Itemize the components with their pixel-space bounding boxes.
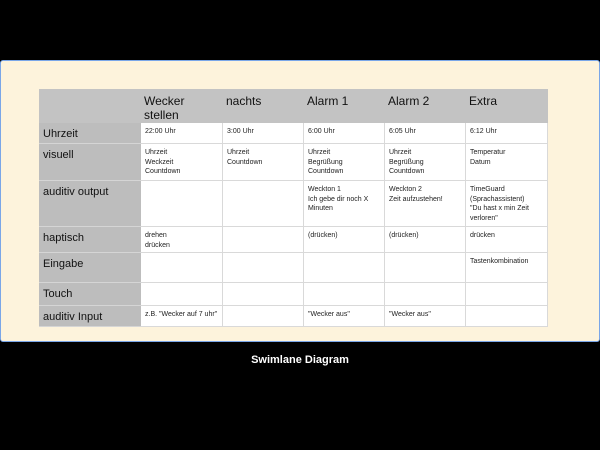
lane-cell: "Wecker aus" [385, 306, 466, 327]
lane-label: Touch [40, 283, 141, 306]
lane-cell: Uhrzeit Begrüßung Countdown [385, 144, 466, 181]
lane-cell: Weckton 2 Zeit aufzustehen! [385, 181, 466, 227]
lane-label: Eingabe [40, 253, 141, 283]
lane-cell: "Wecker aus" [304, 306, 385, 327]
lane-cell [466, 283, 548, 306]
lane-row-visuell [40, 144, 548, 181]
lane-cell: Uhrzeit Begrüßung Countdown [304, 144, 385, 181]
swimlane-table [39, 89, 548, 327]
lane-cell [141, 181, 223, 227]
lane-cell [223, 181, 304, 227]
lane-cell: Weckton 1 Ich gebe dir noch X Minuten [304, 181, 385, 227]
lane-cell [223, 227, 304, 253]
lane-cell: 6:00 Uhr [304, 123, 385, 144]
lane-cell [223, 253, 304, 283]
lane-cell: (drücken) [385, 227, 466, 253]
diagram-frame [0, 60, 600, 342]
lane-cell: drücken [466, 227, 548, 253]
lane-cell: 3:00 Uhr [223, 123, 304, 144]
lane-row-eingabe [40, 253, 548, 283]
lane-row-haptisch [40, 227, 548, 253]
lane-cell: z.B. "Wecker auf 7 uhr" [141, 306, 223, 327]
lane-label: auditiv Input [40, 306, 141, 327]
lane-cell: 6:05 Uhr [385, 123, 466, 144]
lane-cell [223, 283, 304, 306]
lane-cell: Temperatur Datum [466, 144, 548, 181]
lane-cell: Uhrzeit Countdown [223, 144, 304, 181]
lane-label: haptisch [40, 227, 141, 253]
lane-cell [223, 306, 304, 327]
lane-row-touch [40, 283, 548, 306]
lane-cell [141, 283, 223, 306]
lane-label: visuell [40, 144, 141, 181]
lane-cell [141, 253, 223, 283]
column-header-wecker-stellen: Wecker stellen [141, 90, 223, 123]
lane-row-auditiv-input [40, 306, 548, 327]
lane-cell: drehen drücken [141, 227, 223, 253]
column-header-nachts: nachts [223, 90, 304, 123]
lane-cell [385, 253, 466, 283]
corner-cell [40, 90, 141, 123]
lane-cell [385, 283, 466, 306]
lane-cell [304, 283, 385, 306]
column-header-extra: Extra [466, 90, 548, 123]
lane-row-uhrzeit [40, 123, 548, 144]
diagram-caption: Swimlane Diagram [251, 354, 349, 366]
lane-cell: Uhrzeit Weckzeit Countdown [141, 144, 223, 181]
lane-cell: Tastenkombination [466, 253, 548, 283]
lane-label: Uhrzeit [40, 123, 141, 144]
lane-cell: 22:00 Uhr [141, 123, 223, 144]
lane-cell: TimeGuard (Sprachassistent) "Du hast x min Zeit verloren" [466, 181, 548, 227]
lane-cell [466, 306, 548, 327]
lane-cell [304, 253, 385, 283]
column-header-alarm-1: Alarm 1 [304, 90, 385, 123]
lane-label: auditiv output [40, 181, 141, 227]
header-row [40, 90, 548, 123]
lane-cell: 6:12 Uhr [466, 123, 548, 144]
lane-row-auditiv-output [40, 181, 548, 227]
column-header-alarm-2: Alarm 2 [385, 90, 466, 123]
lane-cell: (drücken) [304, 227, 385, 253]
